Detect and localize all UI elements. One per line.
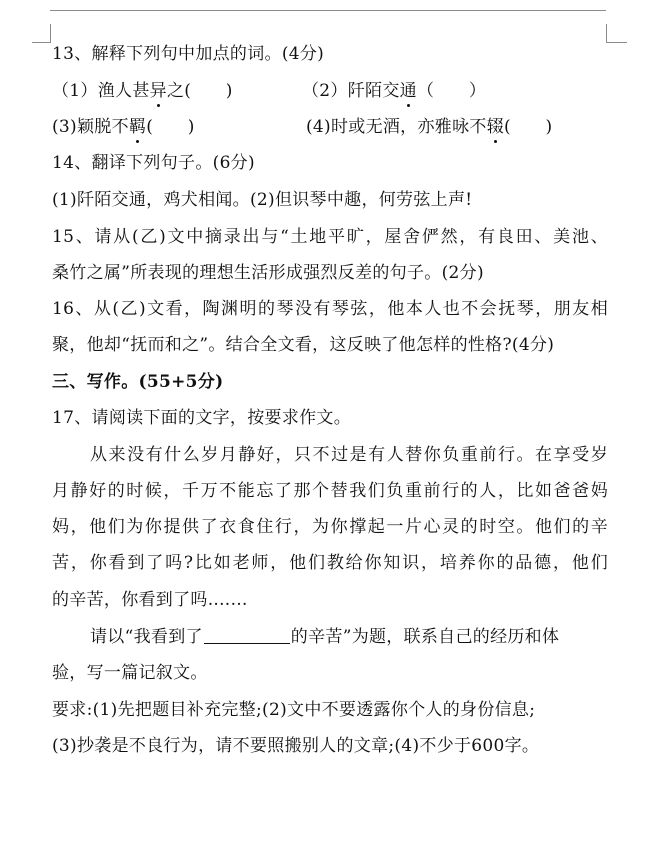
title-fill-blank [204,625,290,644]
essay-prompt-line-1: 请以“我看到了 的辛苦”为题，联系自己的经历和体 [90,627,560,647]
page-top-border [50,10,606,11]
margin-corner-mark-left [32,24,51,43]
emphasis-dot-char: 羁 [128,117,147,137]
question-13-item-2: （2）阡陌交通（ ） [302,81,487,101]
question-14-title: 14、翻译下列句子。(6分) [52,153,255,173]
essay-prompt-line-2: 验，写一篇记叙文。 [52,663,208,683]
passage-line-3: 妈，他们为你提供了衣食住行，为你撑起一片心灵的时空。他们的辛 [52,517,608,537]
emphasis-dot-char: 通 [399,81,417,101]
question-13-item-1: （1）渔人甚异之( ) [52,81,233,101]
question-13-row-2 [52,116,608,138]
question-13-item-4: (4)时或无酒，亦雅咏不辍( ) [306,117,553,137]
margin-corner-mark-right [606,24,627,43]
question-16-line-2: 聚，他却“抚而和之”。结合全文看，这反映了他怎样的性格?(4分) [52,335,555,355]
requirements-line-1: 要求:(1)先把题目补充完整;(2)文中不要透露你个人的身份信息; [52,700,536,720]
passage-line-1: 从来没有什么岁月静好，只不过是有人替你负重前行。在享受岁 [90,445,608,465]
requirements-line-2: (3)抄袭是不良行为，请不要照搬别人的文章;(4)不少于600字。 [52,736,540,756]
question-15-line-1: 15、请从(乙)文中摘录出与“土地平旷，屋舍俨然，有良田、美池、 [52,227,608,247]
emphasis-dot-char: 辍 [486,117,504,137]
emphasis-dot-char: 异 [149,81,167,101]
passage-line-2: 月静好的时候，千万不能忘了那个替我们负重前行的人，比如爸爸妈 [52,481,608,501]
section-3-heading: 三、写作。(55+5分) [52,372,224,392]
question-16-line-1: 16、从(乙)文看，陶渊明的琴没有琴弦，他本人也不会抚琴，朋友相 [52,299,608,319]
question-13-item-3: (3)颖脱不羁( ) [52,117,195,137]
question-13-title: 13、解释下列句中加点的词。(4分) [52,44,325,64]
question-13-row-1 [52,80,608,102]
question-15-line-2: 桑竹之属”所表现的理想生活形成强烈反差的句子。(2分) [52,263,484,283]
passage-line-4: 苦，你看到了吗?比如老师，他们教给你知识，培养你的品德，他们 [52,553,608,573]
passage-line-5: 的辛苦，你看到了吗....… [52,590,248,610]
question-14-sentences: (1)阡陌交通，鸡犬相闻。(2)但识琴中趣，何劳弦上声! [52,190,473,210]
question-17-intro: 17、请阅读下面的文字，按要求作文。 [52,408,352,428]
